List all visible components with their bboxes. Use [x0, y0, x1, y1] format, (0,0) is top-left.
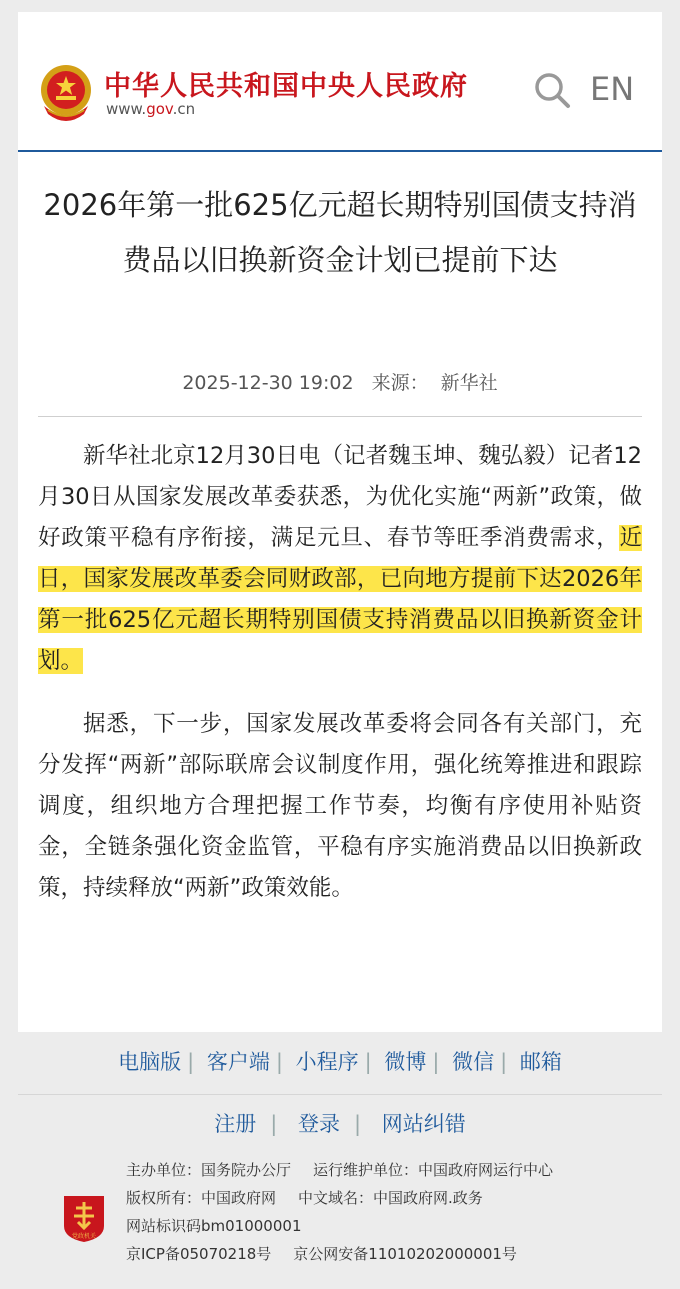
article-date: 2025-12-30 19:02 [182, 372, 354, 394]
footer-info [126, 1156, 575, 1268]
error-report-link[interactable]: 网站纠错 [381, 1112, 466, 1136]
search-icon[interactable] [532, 70, 572, 110]
article-source: 新华社 [440, 372, 498, 394]
copyright: 版权所有：中国政府网 [126, 1189, 277, 1207]
national-emblem-icon[interactable] [38, 62, 94, 122]
header-divider [18, 150, 662, 152]
nav-mail[interactable]: 邮箱 [519, 1050, 562, 1074]
login-link[interactable]: 登录 [298, 1112, 340, 1136]
page-card [18, 12, 662, 1032]
nav-wechat[interactable]: 微信 [452, 1050, 495, 1074]
icp-number[interactable]: 京ICP备05070218号 [126, 1245, 272, 1263]
paragraph-1: 新华社北京12月30日电（记者魏玉坤、魏弘毅）记者12月30日从国家发展改革委获悉，为优化实施“两新”政策，做好政策平稳有序衔接，满足元旦、春节等旺季消费需求，近日，国家发展改革委会同财政部，已向地方提前下达2026年第一批625亿元超长期特别国债支持消费品以旧换新资金计划。 [38, 443, 642, 674]
nav-desktop[interactable]: 电脑版 [118, 1050, 182, 1074]
source-label: 来源： [371, 372, 429, 394]
paragraph-2: 据悉，下一步，国家发展改革委将会同各有关部门，充分发挥“两新”部际联席会议制度作用，强化统筹推进和跟踪调度，组织地方合理把握工作节奏，均衡有序使用补贴资金，全链条强化资金监管，平稳有序实施消费品以旧换新政策，持续释放“两新”政策效能。 [38, 711, 642, 901]
footer-links: 注册 | 登录 | 网站纠错 [214, 1112, 466, 1136]
chinese-domain: 中文域名：中国政府网.政务 [298, 1189, 483, 1207]
article-title: 2026年第一批625亿元超长期特别国债支持消费品以旧换新资金计划已提前下达 [43, 188, 637, 277]
police-record[interactable]: 京公网安备11010202000001号 [293, 1245, 517, 1263]
nav-weibo[interactable]: 微博 [384, 1050, 427, 1074]
nav-mini-program[interactable]: 小程序 [295, 1050, 359, 1074]
site-id: 网站标识码bm01000001 [126, 1217, 302, 1235]
footer-divider [18, 1094, 662, 1095]
sponsor: 主办单位：国务院办公厅 [126, 1161, 292, 1179]
site-header [18, 12, 662, 150]
maintainer: 运行维护单位：中国政府网运行中心 [313, 1161, 554, 1179]
site-title[interactable]: 中华人民共和国中央人民政府 [104, 71, 468, 102]
svg-text:党政机关: 党政机关 [71, 1233, 97, 1240]
footer-nav: 电脑版 | 客户端 | 小程序 | 微博 | 微信 | 邮箱 [118, 1050, 562, 1074]
site-url: www.gov.cn [106, 100, 196, 118]
article-body [38, 436, 642, 931]
party-gov-badge-icon[interactable] [60, 1192, 108, 1244]
nav-client[interactable]: 客户端 [206, 1050, 270, 1074]
register-link[interactable]: 注册 [214, 1112, 257, 1136]
article-meta [18, 368, 662, 395]
highlighted-text: 近日，国家发展改革委会同财政部，已向地方提前下达2026年第一批625亿元超长期特别国债支持消费品以旧换新资金计划。 [38, 525, 642, 674]
meta-divider [38, 416, 642, 417]
english-link[interactable]: EN [590, 70, 635, 108]
